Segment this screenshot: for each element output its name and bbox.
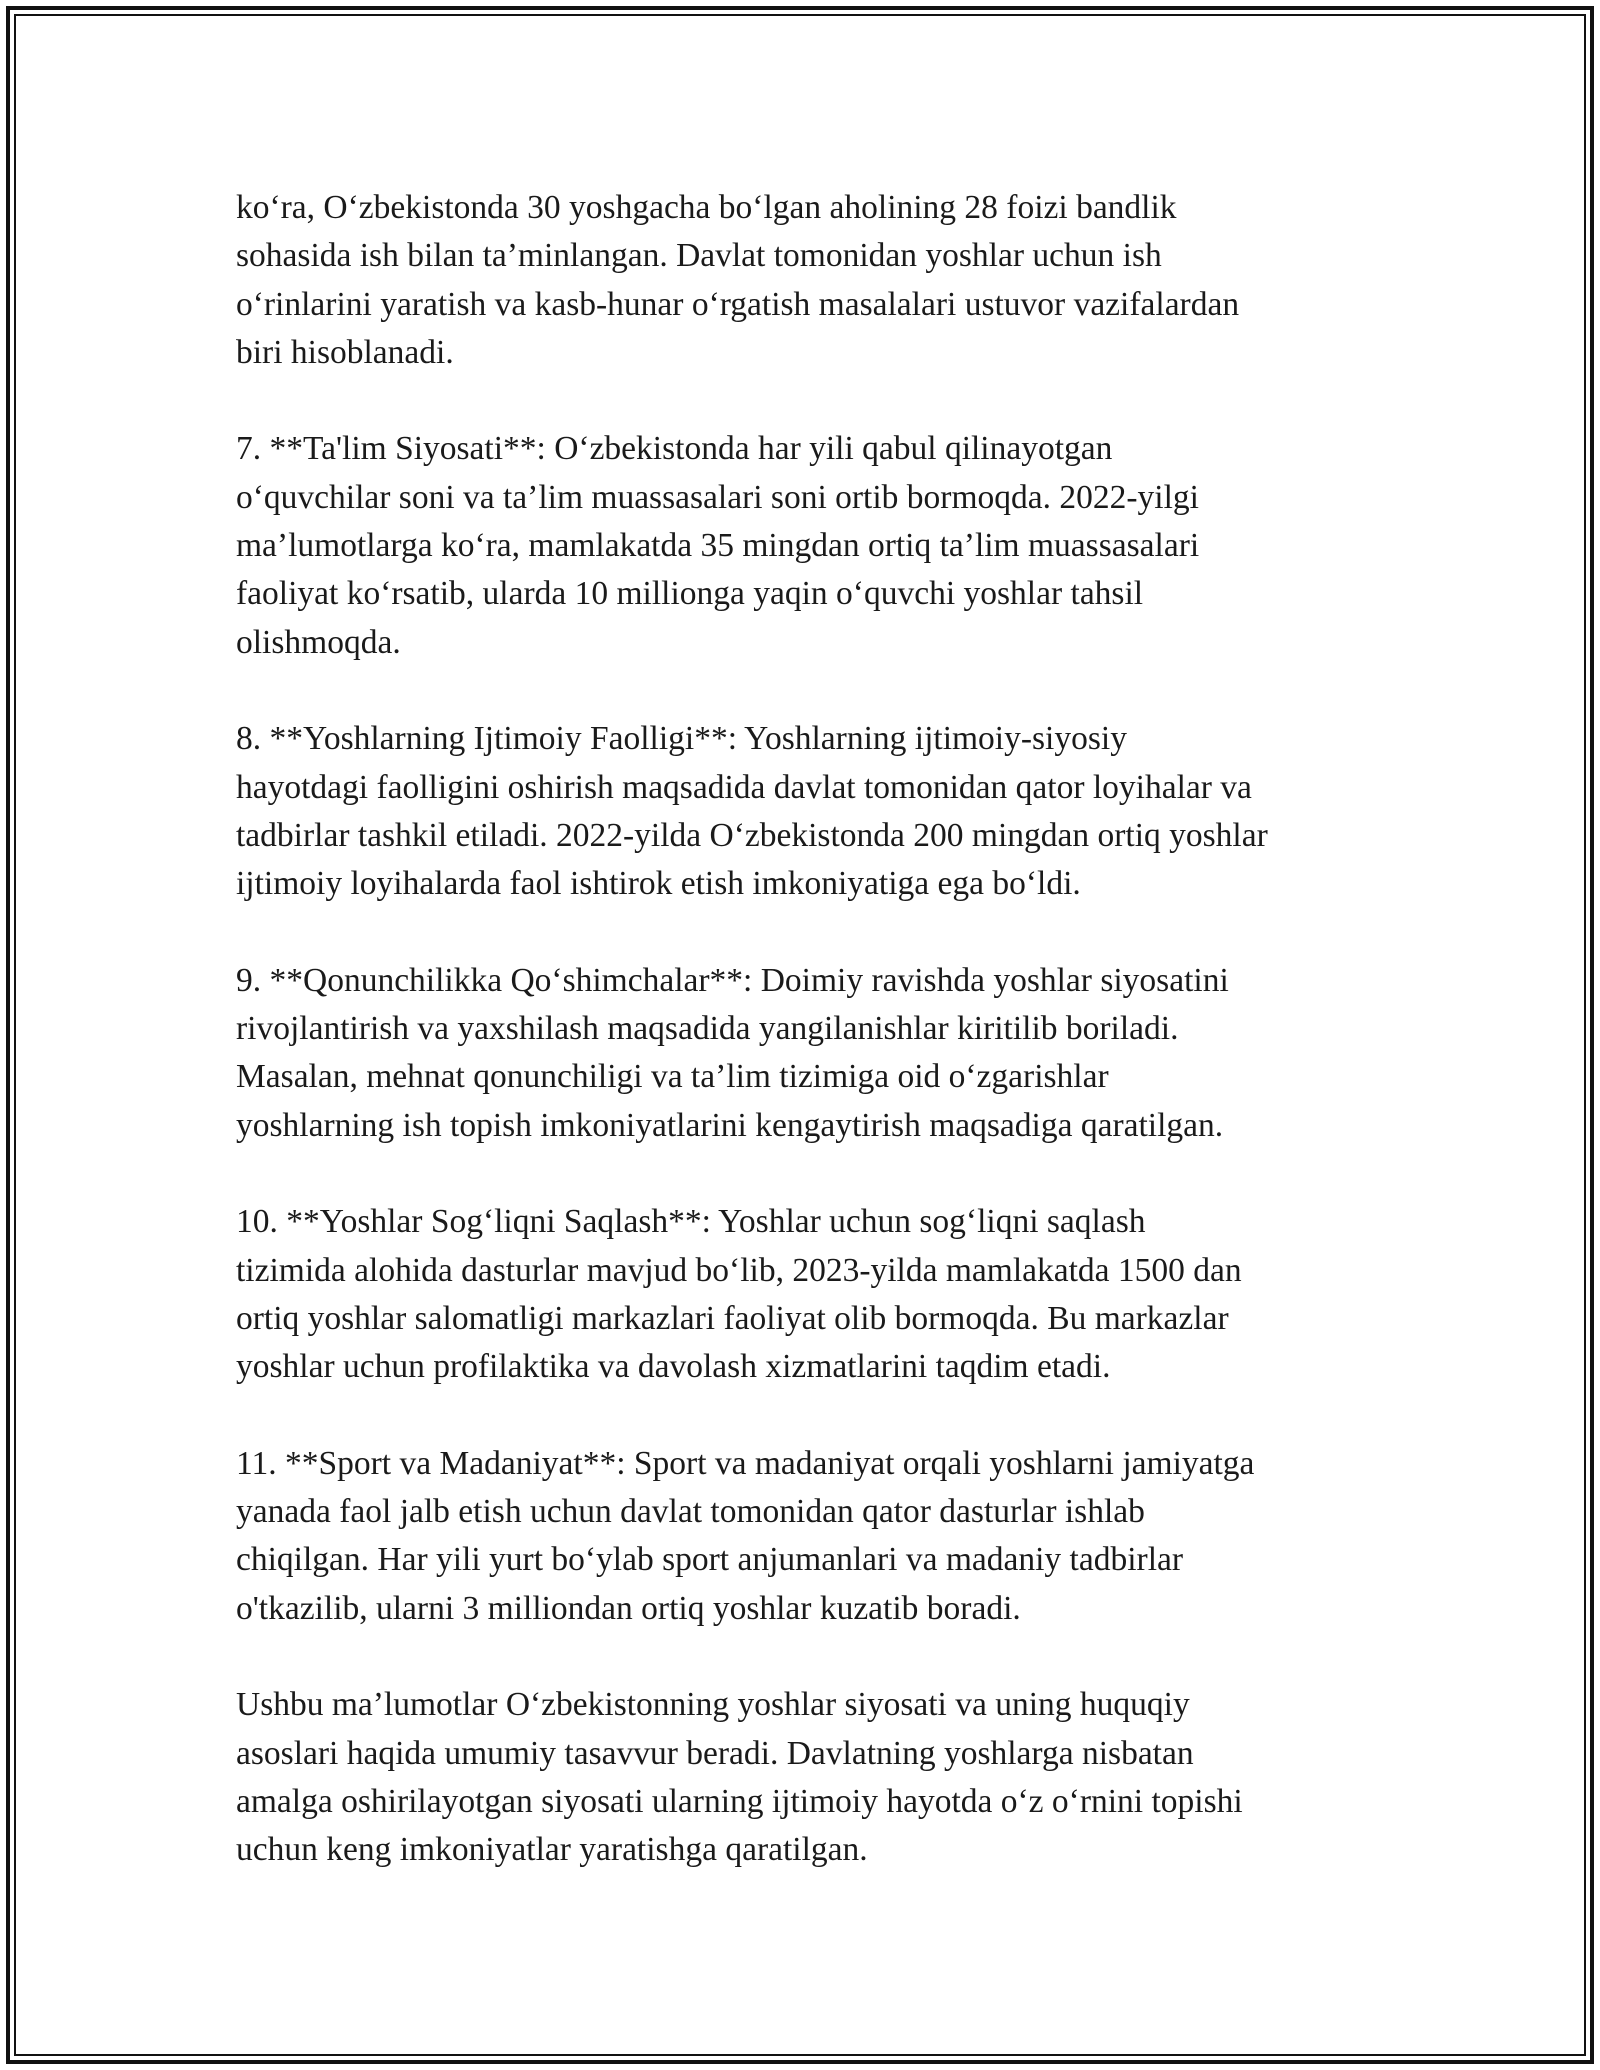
text-line: o‘quvchilar soni va ta’lim muassasalari soni ortib bormoqda. 2022-yilgi [236,478,1199,516]
text-line: Ushbu ma’lumotlar O‘zbekistonning yoshlar siyosati va uning huquqiy [236,1686,1190,1724]
text-line: asoslari haqida umumiy tasavvur beradi. Davlatning yoshlarga nisbatan [236,1734,1194,1772]
text-line: 9. **Qonunchilikka Qo‘shimchalar**: Doimiy ravishda yoshlar siyosatini [236,961,1229,999]
text-line: faoliyat ko‘rsatib, ularda 10 millionga yaqin o‘quvchi yoshlar tahsil [236,575,1144,613]
text-line: biri hisoblanadi. [236,333,454,371]
text-line: ijtimoiy loyihalarda faol ishtirok etish imkoniyatiga ega bo‘ldi. [236,865,1081,903]
text-line: yoshlarning ish topish imkoniyatlarini kengaytirish maqsadiga qaratilgan. [236,1106,1224,1144]
text-line: o‘rinlarini yaratish va kasb-hunar o‘rgatish masalalari ustuvor vazifalardan [236,285,1240,323]
text-line: yoshlar uchun profilaktika va davolash xizmatlarini taqdim etadi. [236,1348,1111,1386]
paragraph-item-7 [236,425,1386,666]
text-line: o'tkazilib, ularni 3 milliondan ortiq yoshlar kuzatib boradi. [236,1589,1021,1627]
text-line: 7. **Ta'lim Siyosati**: O‘zbekistonda har yili qabul qilinayotgan [236,430,1113,468]
text-line: ko‘ra, O‘zbekistonda 30 yoshgacha bo‘lgan aholining 28 foizi bandlik [236,189,1177,226]
text-line: ma’lumotlarga ko‘ra, mamlakatda 35 mingdan ortiq ta’lim muassasalari [236,527,1200,565]
text-line: tadbirlar tashkil etiladi. 2022-yilda O‘zbekistonda 200 mingdan ortiq yoshlar [236,816,1268,854]
text-line: 10. **Yoshlar Sog‘liqni Saqlash**: Yoshlar uchun sog‘liqni saqlash [236,1203,1146,1241]
text-line: amalga oshirilayotgan siyosati ularning ijtimoiy hayotda o‘z o‘rnini topishi [236,1782,1243,1820]
paragraph-conclusion [236,1681,1386,1874]
text-line: 11. **Sport va Madaniyat**: Sport va madaniyat orqali yoshlarni jamiyatga [236,1444,1255,1482]
paragraph-item-9 [236,957,1386,1150]
text-line: rivojlantirish va yaxshilash maqsadida yangilanishlar kiritilib boriladi. [236,1010,1179,1048]
paragraph-intro-continuation [236,184,1386,377]
text-line: hayotdagi faolligini oshirish maqsadida davlat tomonidan qator loyihalar va [236,768,1252,806]
text-line: Masalan, mehnat qonunchiligi va ta’lim tizimiga oid o‘zgarishlar [236,1058,1109,1096]
text-line: 8. **Yoshlarning Ijtimoiy Faolligi**: Yoshlarning ijtimoiy-siyosiy [236,720,1127,758]
text-line: yanada faol jalb etish uchun davlat tomonidan qator dasturlar ishlab [236,1493,1145,1531]
text-line: olishmoqda. [236,623,401,661]
text-line: sohasida ish bilan ta’minlangan. Davlat tomonidan yoshlar uchun ish [236,237,1162,275]
text-line: tizimida alohida dasturlar mavjud bo‘lib, 2023-yilda mamlakatda 1500 dan [236,1251,1242,1289]
document-body [236,184,1386,1874]
text-line: uchun keng imkoniyatlar yaratishga qaratilgan. [236,1831,868,1869]
text-line: chiqilgan. Har yili yurt bo‘ylab sport anjumanlari va madaniy tadbirlar [236,1541,1184,1579]
text-line: ortiq yoshlar salomatligi markazlari faoliyat olib bormoqda. Bu markazlar [236,1299,1229,1337]
paragraph-item-10 [236,1198,1386,1391]
paragraph-item-11 [236,1440,1386,1633]
paragraph-item-8 [236,715,1386,908]
